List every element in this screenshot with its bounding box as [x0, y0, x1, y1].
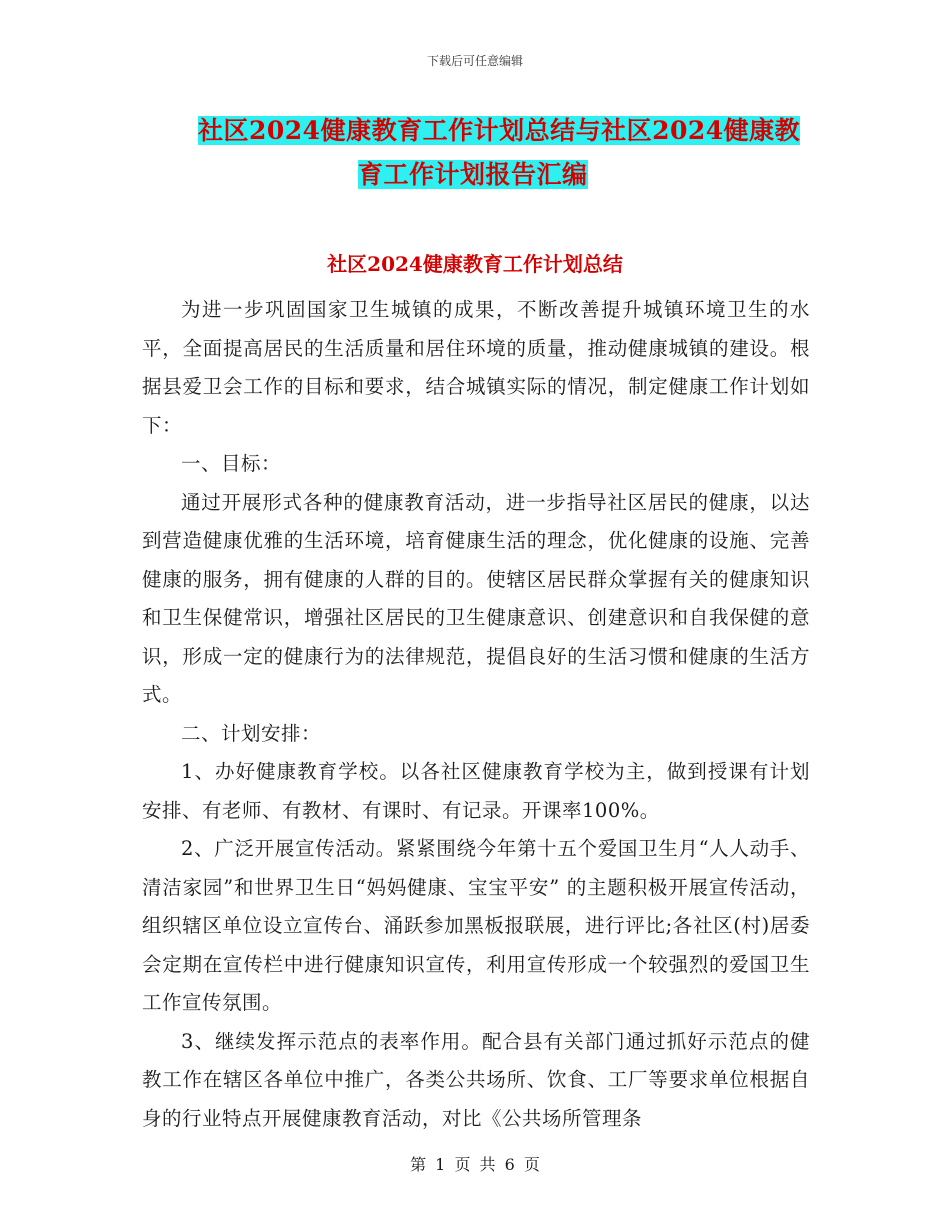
paragraph: 通过开展形式各种的健康教育活动，进一步指导社区居民的健康，以达到营造健康优雅的生活环境，培育健康生活的理念，优化健康的设施、完善健康的服务，拥有健康的人群的目的。使辖区居民群众掌握有关的健康知识和卫生保健常识，增强社区居民的卫生健康意识、创建意识和自我保健的意识，形成一定的健康行为的法律规范，提倡良好的生活习惯和健康的生活方式。	[142, 490, 810, 706]
paragraph: 一、目标：	[181, 452, 282, 475]
document-title-line-2: 育工作计划报告汇编	[358, 160, 588, 189]
paragraph: 为进一步巩固国家卫生城镇的成果，不断改善提升城镇环境卫生的水平，全面提高居民的生活质量和居住环境的质量，推动健康城镇的建设。根据县爱卫会工作的目标和要求，结合城镇实际的情况，制定健康工作计划如下：	[142, 298, 810, 437]
section-title: 社区2024健康教育工作计划总结	[327, 252, 623, 276]
paragraph: 二、计划安排：	[181, 721, 322, 745]
paragraph: 3、继续发挥示范点的表率作用。配合县有关部门通过抓好示范点的健教工作在辖区各单位中推广，各类公共场所、饮食、工厂等要求单位根据自身的行业特点开展健康教育活动，对比《公共场所管理条	[142, 1029, 810, 1130]
paragraph: 1、办好健康教育学校。以各社区健康教育学校为主，做到授课有计划安排、有老师、有教材、有课时、有记录。开课率100%。	[142, 760, 810, 822]
page-footer: 第 1 页 共 6 页	[410, 1155, 540, 1174]
paragraph: 2、广泛开展宣传活动。紧紧围绕今年第十五个爱国卫生月“人人动手、清洁家园”和世界卫生日“妈妈健康、宝宝平安” 的主题积极开展宣传活动，组织辖区单位设立宣传台、涌跃参加黑板报联展，进行评比;各社区(村)居委会定期在宣传栏中进行健康知识宣传，利用宣传形成一个较强烈的爱国卫生工作宣传氛围。	[142, 837, 810, 1014]
body-text	[142, 291, 810, 1138]
header-note: 下载后可任意编辑	[426, 54, 523, 68]
document-title-line-1: 社区2024健康教育工作计划总结与社区2024健康教	[198, 116, 801, 145]
